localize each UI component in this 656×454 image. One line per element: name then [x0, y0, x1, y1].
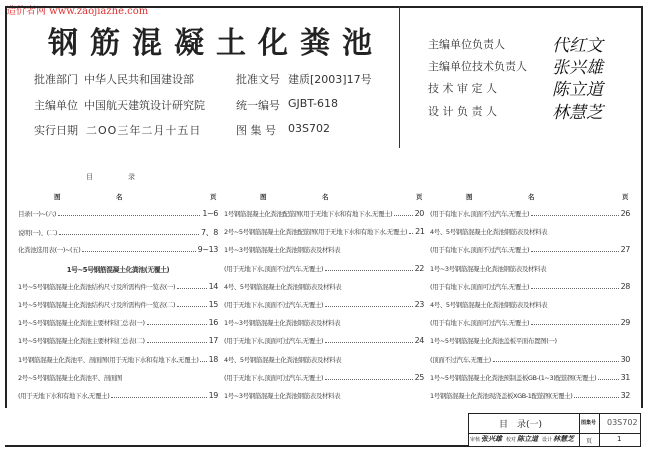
toc-entry[interactable]: [430, 391, 630, 400]
date: 二OO三年二月十五日: [86, 124, 202, 137]
toc-entry-name: 1号~5号钢筋混凝土化粪池主要材料汇总表(二): [18, 337, 145, 346]
leader-dots: [531, 214, 619, 216]
toc-entry[interactable]: [430, 318, 630, 327]
leader-dots: [58, 214, 200, 216]
toc-entry[interactable]: [430, 245, 630, 254]
toc-entry-page: 14: [208, 281, 218, 291]
toc-entry-page: 23: [414, 300, 424, 309]
review-label: 审核: [470, 437, 481, 443]
leader-dots: [111, 396, 206, 398]
toc-entry-page: 26: [620, 209, 630, 218]
toc-entry[interactable]: [430, 209, 630, 218]
toc-entry[interactable]: [18, 391, 218, 400]
leader-dots: [493, 360, 619, 362]
unified-no-label: 统一编号: [236, 99, 280, 112]
toc-entry[interactable]: [224, 282, 424, 291]
leader-dots: [200, 360, 206, 362]
page-label: 页: [586, 438, 593, 445]
editor: 中国航天建筑设计研究院: [84, 99, 205, 112]
toc-entry-name: (用于无地下水,顶面可过汽车,无覆土): [224, 373, 324, 382]
signatory-role: 技 术 审 定 人: [428, 82, 497, 95]
leader-dots: [531, 323, 619, 325]
toc-entry[interactable]: [224, 264, 424, 273]
toc-entry-name: 4号、5号钢筋混凝土化粪池钢筋表及材料表: [224, 282, 342, 291]
leader-dots: [325, 305, 413, 307]
col-header-name: 图: [466, 193, 473, 201]
leader-dots: [177, 305, 207, 307]
toc-entry[interactable]: [224, 209, 424, 218]
toc-entry-name: 1号~3号钢筋混凝土化粪池钢筋表及材料表: [224, 319, 341, 328]
toc-entry[interactable]: [18, 336, 218, 345]
toc-entry-name: 1号~5号钢筋混凝土化粪池主要材料汇总表(一): [18, 319, 145, 328]
toc-entry-page: 32: [620, 391, 630, 400]
toc-entry[interactable]: [18, 282, 218, 291]
leader-dots: [409, 232, 413, 234]
check-label: 校对: [506, 437, 517, 443]
page-number: 1: [617, 435, 622, 443]
toc-entry[interactable]: [224, 373, 424, 382]
leader-dots: [59, 233, 199, 235]
toc-entry-page: 28: [620, 281, 630, 291]
toc-entry-name: 化粪池选用表(一)~(五): [18, 246, 81, 255]
sheet-border: [5, 6, 643, 408]
signatory-role: 设 计 负 责 人: [428, 105, 497, 118]
toc-entry[interactable]: [18, 300, 218, 309]
signature: 林慧芝: [552, 103, 603, 123]
atlas-no-label: 图 集 号: [236, 124, 276, 137]
col-header-name: 名: [528, 193, 535, 201]
signature: 陈立道: [552, 80, 603, 100]
toc-entry-page: 29: [620, 318, 630, 328]
toc-entry[interactable]: [430, 373, 630, 382]
title-block: [468, 413, 641, 447]
leader-dots: [598, 378, 618, 380]
approval-no-label: 批准文号: [236, 73, 280, 86]
toc-entry-name: 1号~3号钢筋混凝土化粪池钢筋表及材料表: [224, 392, 341, 400]
toc-entry-name: (用于有地下水,顶面不过汽车,无覆土): [430, 210, 530, 218]
toc-entry-name: 2号~5号钢筋混凝土化粪池平、剖面图: [18, 373, 123, 382]
toc-entry-name: 1号~5号钢筋混凝土化粪池结构尺寸及所需构件一览表(一): [18, 282, 176, 291]
toc-entry-name: (用于有地下水,顶面可过汽车,无覆土): [430, 282, 530, 291]
atlas-label: 图集号: [581, 420, 597, 426]
atlas-no: 03S702: [288, 122, 330, 135]
leader-dots: [531, 287, 619, 289]
toc-entry[interactable]: [430, 355, 630, 364]
toc-entry-page: 27: [620, 245, 630, 255]
leader-dots: [147, 323, 207, 325]
sheet-title: 目 录(一): [499, 420, 543, 430]
toc-entry-page: 17: [208, 336, 218, 346]
leader-dots: [574, 396, 618, 398]
toc-entry-page: 7、8: [201, 228, 218, 238]
toc-entry-name: 1号钢筋混凝土化粪池配筋图(用于无地下水和有地下水,无覆土): [224, 210, 393, 218]
signature: 张兴雄: [552, 58, 603, 78]
toc-entry-name: (用于无地下水,顶面不过汽车,无覆土): [224, 301, 324, 309]
col-header-name: 名: [116, 193, 123, 201]
leader-dots: [82, 250, 195, 252]
toc-entry-page: 31: [620, 372, 630, 382]
signature: 代红文: [552, 36, 603, 56]
toc-entry-name: 1号~5号钢筋混凝土化粪池盖板平面布置图(一): [430, 337, 557, 346]
leader-dots: [147, 341, 207, 343]
toc-entry[interactable]: [430, 264, 630, 273]
atlas-number: 03S702: [607, 418, 638, 427]
toc-entry-name: 目录(一)~(六): [18, 210, 56, 218]
watermark: 造价者网 www.zaojiazhe.com: [6, 6, 149, 17]
toc-entry[interactable]: [430, 336, 630, 345]
toc-entry-page: 20: [414, 209, 424, 218]
col-header-page: 页: [622, 193, 629, 201]
toc-entry-page: 9~13: [197, 245, 218, 255]
date-label: 实行日期: [34, 124, 78, 137]
toc-entry[interactable]: [224, 300, 424, 309]
toc-entry[interactable]: [224, 391, 424, 400]
toc-entry-page: 15: [208, 300, 218, 309]
leader-dots: [325, 378, 413, 380]
col-header-page: 页: [210, 193, 217, 201]
toc-entry-name: (用于无地下水,顶面可过汽车,无覆土): [224, 337, 324, 346]
toc-entry[interactable]: [18, 318, 218, 327]
toc-entry[interactable]: [18, 245, 218, 254]
toc-entry-page: 25: [414, 372, 424, 382]
toc-entry-name: (用于有地下水,顶面可过汽车,无覆土): [430, 319, 530, 328]
header-divider: [399, 6, 400, 148]
toc-entry-name: 1号~5号钢筋混凝土化粪池(无覆土): [66, 265, 170, 274]
toc-entry[interactable]: [18, 264, 218, 274]
signatory-role: 主编单位负责人: [428, 38, 505, 51]
toc-entry-name: 4号、5号钢筋混凝土化粪池钢筋表及材料表: [430, 301, 548, 309]
toc-entry-name: (顶面不过汽车,无覆土): [430, 355, 491, 364]
toc-entry-page: 16: [208, 318, 218, 328]
toc-entry-page: 1~6: [202, 209, 218, 218]
approval-no: 建质[2003]17号: [288, 73, 372, 86]
toc-entry[interactable]: [430, 227, 630, 236]
toc-entry-name: 4号、5号钢筋混凝土化粪池钢筋表及材料表: [224, 355, 342, 364]
col-header-name: 名: [322, 193, 329, 201]
page-title: 钢筋混凝土化粪池: [48, 26, 384, 61]
toc-entry-name: 说明(一)、(二): [18, 229, 58, 238]
approval-dept: 中华人民共和国建设部: [84, 73, 194, 86]
leader-dots: [394, 214, 412, 216]
toc-entry[interactable]: [224, 227, 424, 236]
editor-label: 主编单位: [34, 99, 78, 112]
toc-entry[interactable]: [18, 209, 218, 218]
toc-entry-name: 2号~5号钢筋混凝土化粪池配筋图(用于无地下水和有地下水,无覆土): [224, 228, 408, 237]
col-header-page: 页: [416, 193, 423, 201]
toc-entry-name: 1号~5号钢筋混凝土化粪池预制盖板GB-(1~3)配筋图(无覆土): [430, 373, 597, 382]
design-label: 设计: [542, 437, 553, 443]
toc-entry-page: 24: [414, 336, 424, 346]
leader-dots: [325, 269, 413, 271]
toc-entry[interactable]: [18, 355, 218, 364]
review-signature: 张兴雄: [481, 435, 502, 443]
toc-heading: 目 录: [86, 173, 135, 181]
toc-entry-name: 1号钢筋混凝土化粪池现浇盖板XGB-1配筋图(无覆土): [430, 392, 573, 400]
toc-entry[interactable]: [224, 318, 424, 327]
toc-entry-name: (用于有地下水,顶面不过汽车,无覆土): [430, 246, 530, 255]
toc-entry-page: 30: [620, 354, 630, 364]
bottom-border: [5, 445, 469, 447]
toc-entry[interactable]: [224, 336, 424, 345]
toc-entry[interactable]: [18, 373, 218, 382]
toc-entry[interactable]: [18, 227, 218, 238]
toc-entry-page: 19: [208, 391, 218, 400]
toc-entry-name: 4号、5号钢筋混凝土化粪池钢筋表及材料表: [430, 228, 548, 237]
toc-entry-name: (用于无地下水和有地下水,无覆土): [18, 392, 110, 400]
design-signature: 林慧芝: [553, 435, 574, 443]
toc-entry[interactable]: [224, 245, 424, 254]
toc-entry-page: 18: [208, 354, 218, 364]
toc-entry-page: 21: [415, 227, 425, 237]
check-signature: 陈立道: [517, 435, 538, 443]
toc-entry-name: 1号~3号钢筋混凝土化粪池钢筋表及材料表: [224, 246, 341, 255]
leader-dots: [531, 250, 619, 252]
toc-entry[interactable]: [430, 300, 630, 309]
signatory-role: 主编单位技术负责人: [428, 60, 527, 73]
toc-entry-name: 1号钢筋混凝土化粪池平、剖面图(用于无地下水和有地下水,无覆土): [18, 355, 199, 364]
toc-entry-name: 1号~3号钢筋混凝土化粪池钢筋表及材料表: [430, 264, 547, 273]
col-header-name: 图: [54, 193, 61, 201]
leader-dots: [325, 341, 413, 343]
toc-entry-name: 1号~5号钢筋混凝土化粪池结构尺寸及所需构件一览表(二): [18, 301, 176, 309]
leader-dots: [177, 287, 207, 289]
unified-no: GJBT-618: [288, 97, 338, 110]
toc-entry-page: 22: [414, 263, 424, 273]
toc-entry[interactable]: [224, 355, 424, 364]
toc-entry[interactable]: [430, 282, 630, 291]
approval-dept-label: 批准部门: [34, 73, 78, 86]
toc-entry-name: (用于无地下水,顶面不过汽车,无覆土): [224, 264, 324, 273]
col-header-name: 图: [260, 193, 267, 201]
